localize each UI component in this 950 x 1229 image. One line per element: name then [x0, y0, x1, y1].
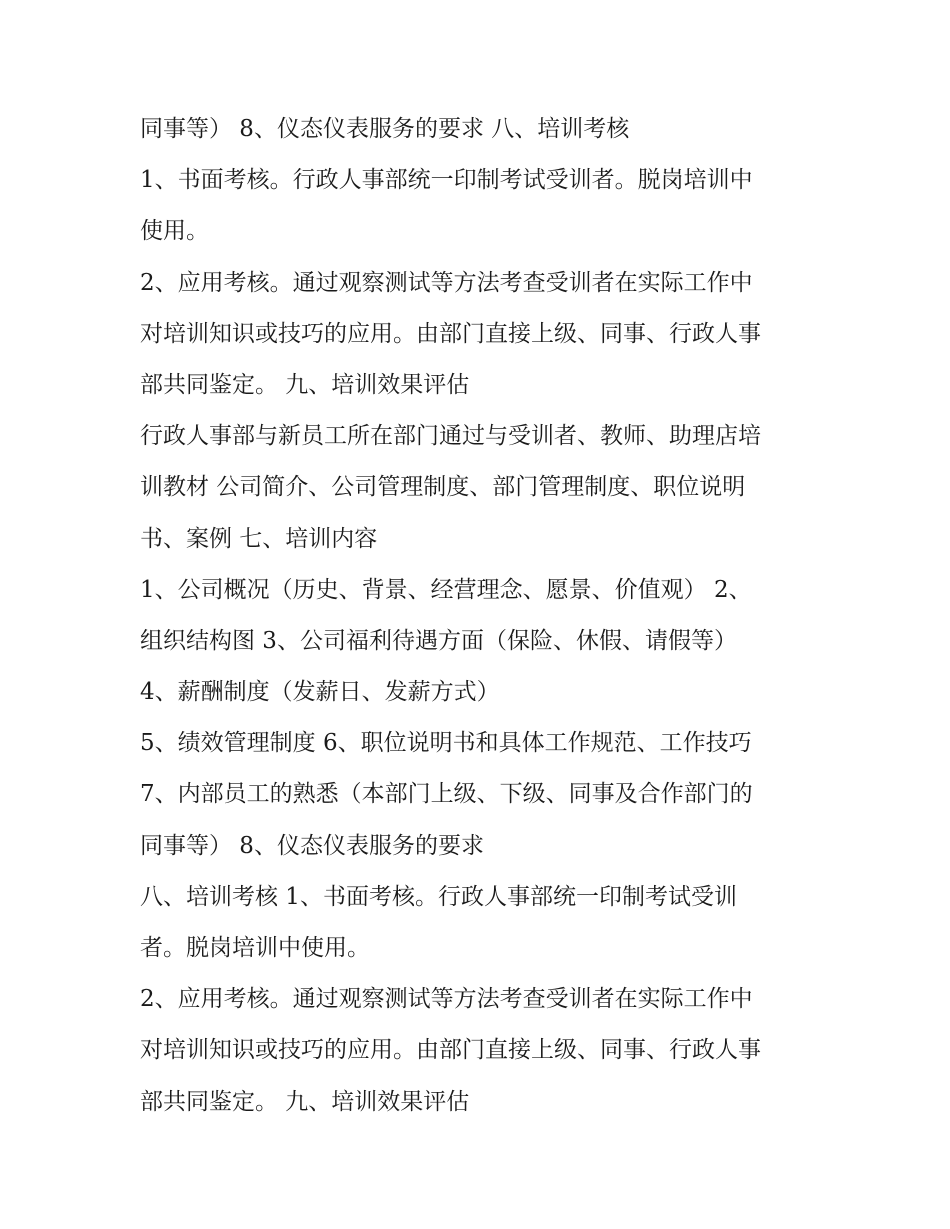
text-line: 同事等） 8、仪态仪表服务的要求 八、培训考核 [140, 116, 630, 142]
text-line: 部共同鉴定。 九、培训效果评估 [140, 1088, 470, 1115]
text-line: 行政人事部与新员工所在部门通过与受训者、教师、助理店培 [140, 423, 761, 450]
text-line: 者。脱岗培训中使用。 [140, 935, 370, 961]
text-line: 1、公司概况（历史、背景、经营理念、愿景、价值观） 2、 [140, 576, 752, 603]
text-line: 部共同鉴定。 九、培训效果评估 [140, 371, 470, 398]
text-line: 使用。 [140, 218, 209, 245]
text-line: 八、培训考核 1、书面考核。行政人事部统一印制考试受训 [140, 883, 737, 910]
text-line: 1、书面考核。行政人事部统一印制考试受训者。脱岗培训中 [140, 167, 753, 194]
text-line: 书、案例 七、培训内容 [140, 525, 378, 552]
text-line: 4、薪酬制度（发薪日、发薪方式） [140, 679, 500, 706]
text-line: 同事等） 8、仪态仪表服务的要求 [140, 832, 484, 859]
text-line: 2、应用考核。通过观察测试等方法考查受训者在实际工作中 [140, 269, 753, 296]
text-line: 对培训知识或技巧的应用。由部门直接上级、同事、行政人事 [140, 1037, 761, 1064]
text-line: 7、内部员工的熟悉（本部门上级、下级、同事及合作部门的 [140, 781, 753, 808]
text-line: 组织结构图 3、公司福利待遇方面（保险、休假、请假等） [140, 627, 737, 654]
text-line: 训教材 公司简介、公司管理制度、部门管理制度、职位说明 [140, 474, 746, 501]
text-line: 对培训知识或技巧的应用。由部门直接上级、同事、行政人事 [140, 320, 761, 347]
text-line: 5、绩效管理制度 6、职位说明书和具体工作规范、工作技巧 [140, 730, 752, 757]
body-text [140, 104, 840, 1128]
text-line: 2、应用考核。通过观察测试等方法考查受训者在实际工作中 [140, 986, 753, 1013]
